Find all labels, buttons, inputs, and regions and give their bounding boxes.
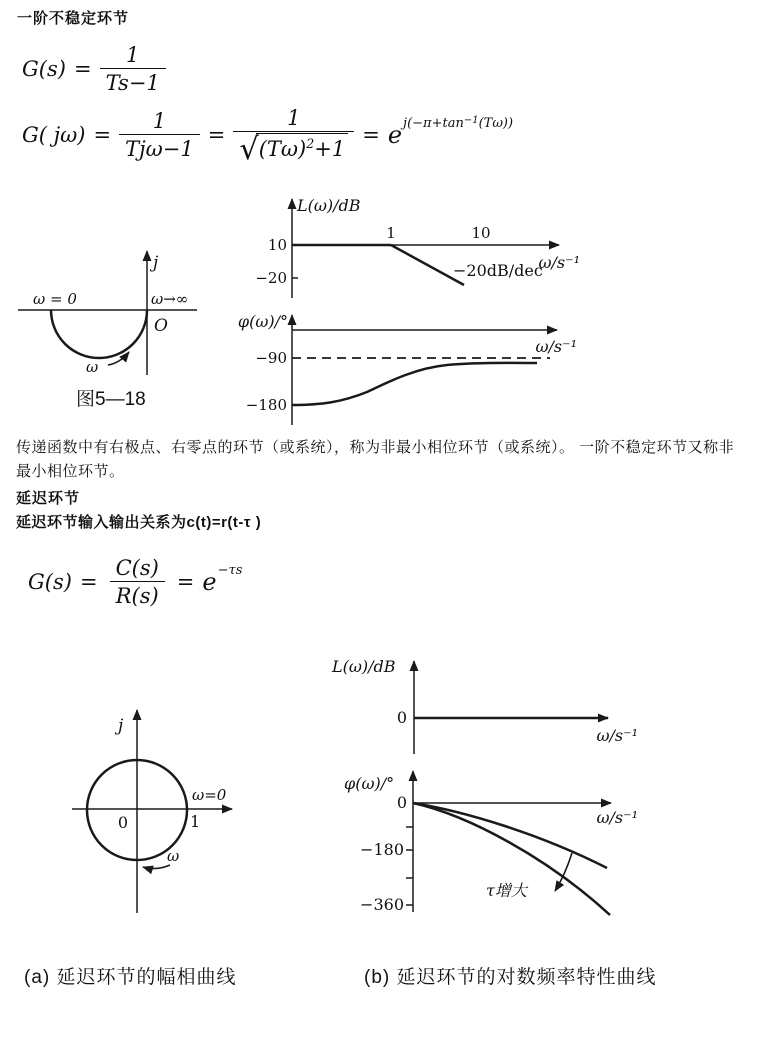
imag-axis-label: j xyxy=(153,253,159,273)
tick-label-0: 0 xyxy=(396,793,407,812)
tick-label-minus180: −180 xyxy=(245,396,287,414)
radicand xyxy=(256,133,349,162)
omega-label: ω xyxy=(167,847,180,865)
euler-base: e xyxy=(202,568,217,596)
exponent-sup: −1 xyxy=(463,115,479,126)
omega-label: ω xyxy=(86,358,99,376)
numerator: C(s) xyxy=(115,555,159,580)
tick-label-minus20db: −20 xyxy=(255,269,287,287)
nyquist-plot-delay xyxy=(58,700,248,922)
exponent: −τs xyxy=(217,563,243,578)
bode-magnitude-delay xyxy=(328,648,643,758)
nyquist-semicircle-curve xyxy=(51,310,147,358)
formula-lhs: G(s) xyxy=(22,57,66,81)
origin-label: O xyxy=(154,316,168,336)
unity-tick-label: 1 xyxy=(190,812,201,831)
omega-direction-arrow-icon xyxy=(143,865,170,869)
tick-label-10db: 10 xyxy=(267,236,287,254)
exponent-post: (Tω)) xyxy=(478,116,514,131)
radicand-power: 2 xyxy=(306,136,315,152)
y-axis-label: φ(ω)/° xyxy=(237,312,288,331)
equals-sign: = xyxy=(79,570,98,594)
phase-curve xyxy=(292,363,537,405)
radicand-tail: +1 xyxy=(314,137,346,162)
equals-sign: = xyxy=(73,57,92,81)
delay-section-title: 延迟环节 xyxy=(16,490,81,507)
fraction-sqrt xyxy=(233,105,354,165)
subfigure-b-caption: (b) 延迟环节的对数频率特性曲线 xyxy=(364,967,657,988)
x-axis-label: ω/s⁻¹ xyxy=(596,726,638,745)
equals-sign: = xyxy=(93,123,112,147)
nyquist-plot-fig518 xyxy=(15,240,210,382)
fraction xyxy=(119,108,200,163)
omega-zero-label: ω=0 xyxy=(192,786,227,804)
tick-label-omega10: 10 xyxy=(471,224,491,242)
exponent xyxy=(403,116,513,131)
formula-lhs: G( jω) xyxy=(22,123,86,147)
radical-sign: √ xyxy=(239,131,259,167)
square-root xyxy=(239,131,348,167)
tick-label-minus360: −360 xyxy=(360,895,404,914)
radicand-base: (Tω) xyxy=(258,137,307,162)
subfigure-a-caption: (a) 延迟环节的幅相曲线 xyxy=(24,967,237,988)
fraction xyxy=(106,555,169,610)
bode-phase-delay xyxy=(328,763,650,925)
formula-gs-unstable xyxy=(22,40,166,98)
delay-io-relation: 延迟环节输入输出关系为c(t)=r(t-τ ) xyxy=(16,514,262,531)
fraction xyxy=(100,42,166,97)
euler-base: e xyxy=(387,121,403,149)
denominator: R(s) xyxy=(110,581,165,609)
tick-label-omega1: 1 xyxy=(386,224,396,242)
numerator: 1 xyxy=(152,108,167,133)
formula-delay-transfer xyxy=(28,548,242,616)
formula-gjw-unstable xyxy=(22,100,513,170)
tick-label-minus180: −180 xyxy=(360,840,404,859)
y-axis-label: φ(ω)/° xyxy=(344,774,395,793)
denominator: Ts−1 xyxy=(100,68,166,96)
x-axis-label: ω/s⁻¹ xyxy=(596,808,638,827)
phase-curve-small-tau xyxy=(413,803,607,868)
origin-tick-label: 0 xyxy=(117,813,128,832)
y-axis-label: L(ω)/dB xyxy=(297,196,361,215)
formula-lhs: G(s) xyxy=(28,570,72,594)
exponential-term xyxy=(202,563,243,596)
figure-caption-518: 图5—18 xyxy=(76,389,146,410)
numerator: 1 xyxy=(287,105,301,130)
x-axis-label: ω/s⁻¹ xyxy=(535,337,577,356)
exponent-pre: j(−π+tan xyxy=(403,116,464,131)
bode-magnitude-fig518 xyxy=(255,193,585,303)
body-paragraph: 传递函数中有右极点、右零点的环节（或系统），称为非最小相位环节（或系统）。 一阶不稳定环节又称非最小相位环节。 xyxy=(16,439,735,480)
equals-sign: = xyxy=(362,123,380,147)
tick-label-minus90: −90 xyxy=(255,349,287,367)
numerator: 1 xyxy=(125,42,140,67)
section-title: 一阶不稳定环节 xyxy=(17,10,130,27)
equals-sign: = xyxy=(207,123,226,147)
tau-increase-annotation: τ增大 xyxy=(486,881,527,900)
denominator: Tjω−1 xyxy=(119,134,200,162)
exponential-term xyxy=(387,115,514,149)
equals-sign: = xyxy=(176,570,195,594)
denominator xyxy=(233,131,354,165)
imag-axis-label: j xyxy=(118,716,124,736)
omega-zero-label: ω = 0 xyxy=(33,290,77,308)
y-axis-label: L(ω)/dB xyxy=(332,657,396,676)
slope-annotation: −20dB/dec xyxy=(453,261,543,280)
tick-label-0: 0 xyxy=(396,708,407,727)
bode-phase-fig518 xyxy=(230,308,585,430)
x-axis-label: ω/s⁻¹ xyxy=(538,253,580,272)
omega-infinity-label: ω→∞ xyxy=(151,290,189,308)
